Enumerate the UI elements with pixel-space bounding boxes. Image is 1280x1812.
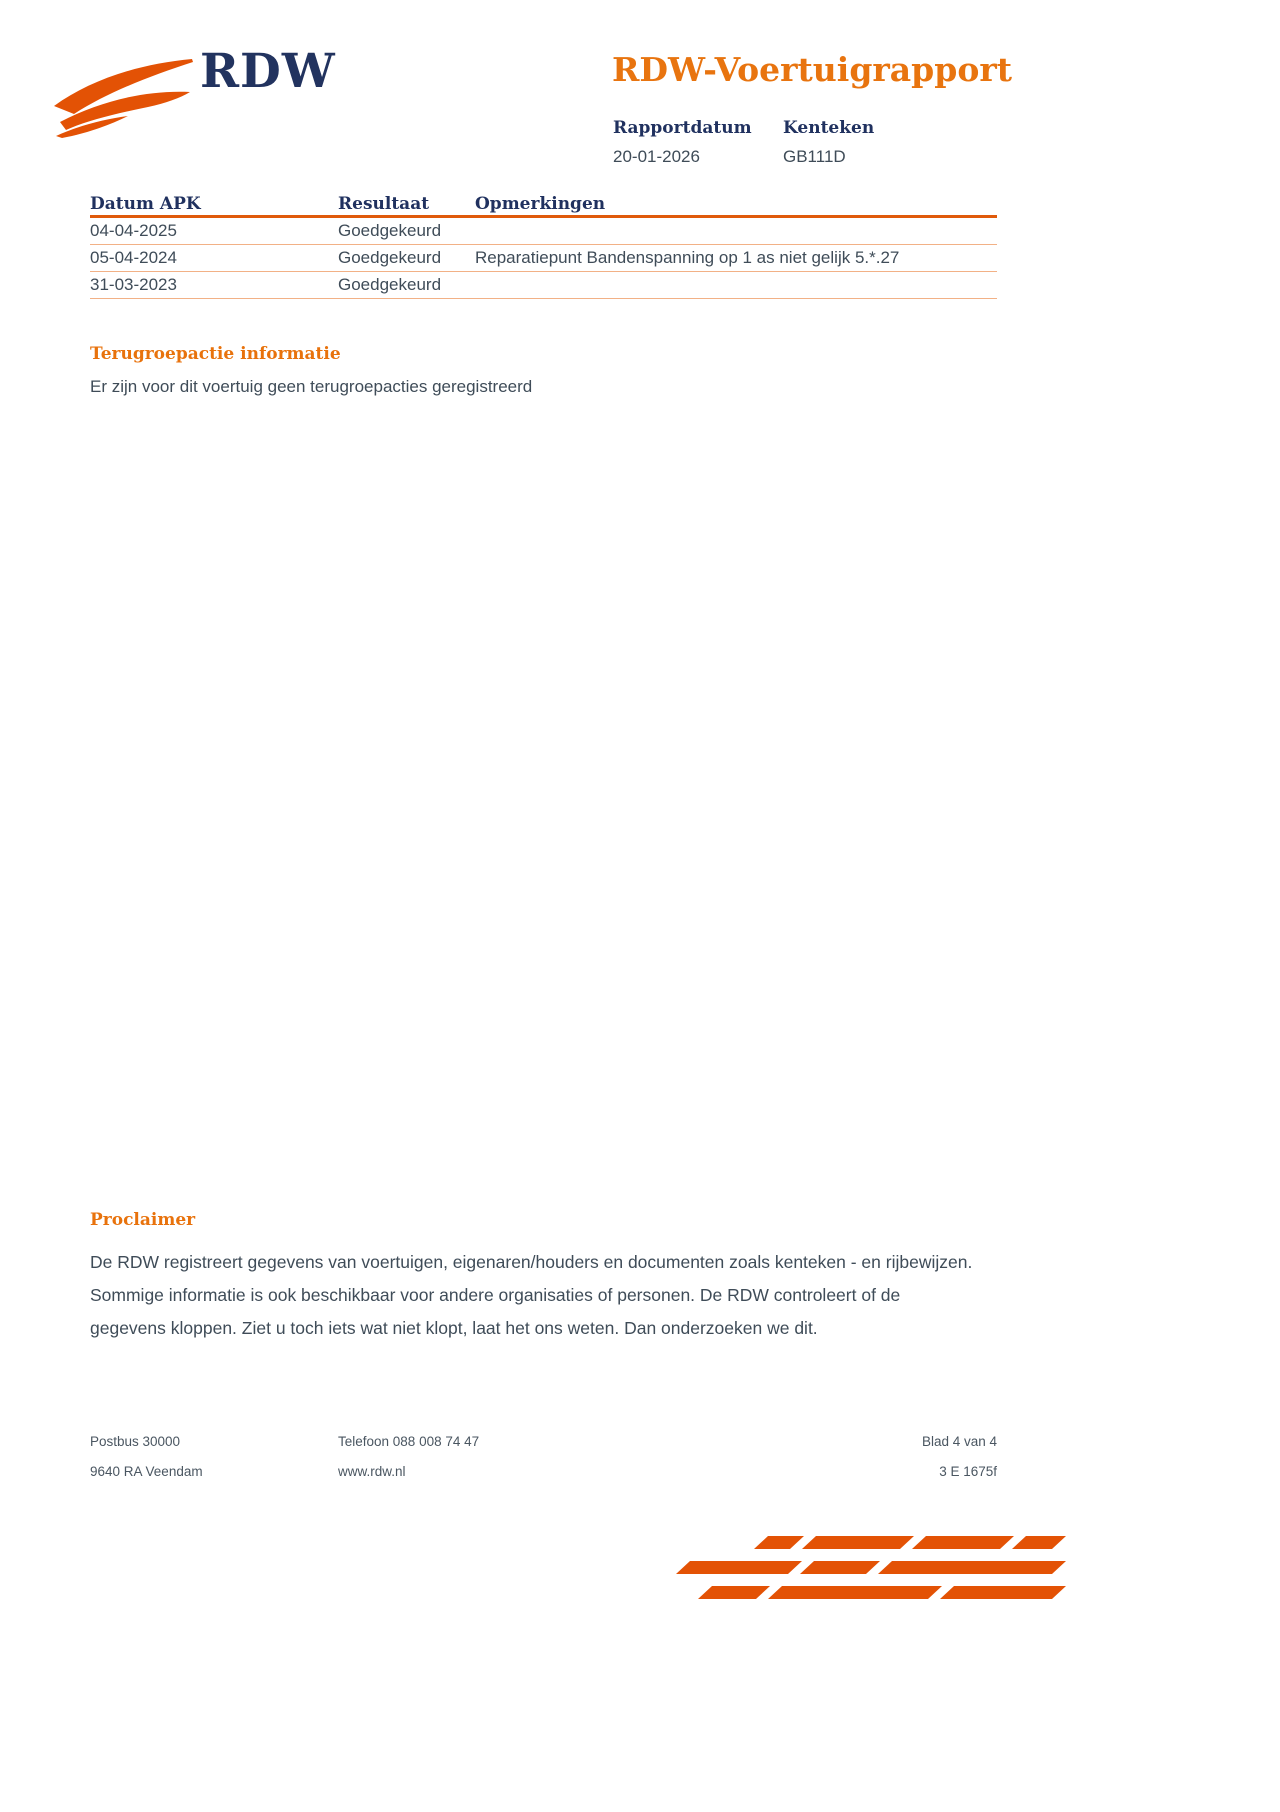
recall-section-text: Er zijn voor dit voertuig geen terugroepacties geregistreerd [90,377,533,396]
recall-section [90,344,970,397]
cell-datum: 04-04-2025 [90,221,177,240]
table-row [90,245,997,272]
speed-lines-graphic [676,1536,1066,1600]
footer-form-code: 3 E 1675f [939,1464,997,1479]
rdw-logo-text: RDW [200,44,336,99]
apk-history-table [90,192,997,299]
page-footer [90,1434,997,1479]
report-meta [613,118,953,167]
footer-address-line1: Postbus 30000 [90,1434,181,1449]
footer-address-line2: 9640 RA Veendam [90,1464,203,1479]
footer-website: www.rdw.nl [338,1464,406,1479]
proclaimer-title: Proclaimer [90,1210,196,1230]
recall-section-title: Terugroepactie informatie [90,344,341,364]
cell-resultaat: Goedgekeurd [338,248,442,267]
license-plate-value: GB111D [783,147,846,166]
page-title: RDW-Voertuigrapport [612,50,1012,89]
cell-resultaat: Goedgekeurd [338,221,442,240]
report-date-label: Rapportdatum [613,118,752,138]
footer-page-number: Blad 4 van 4 [921,1434,997,1449]
column-header-resultaat: Resultaat [338,193,430,214]
footer-phone: Telefoon 088 008 74 47 [338,1434,480,1449]
license-plate-label: Kenteken [783,118,875,138]
cell-datum: 31-03-2023 [90,275,177,294]
proclaimer-text: De RDW registreert gegevens van voertuigen, eigenaren/houders en documenten zoals kenteken - en rijbewijzen. Sommige informatie is ook beschikbaar voor andere organisaties of personen. De RDW controleert of de gegevens kloppen. Ziet u toch iets wat niet klopt, laat het ons weten. Dan onderzoeken we dit. [90,1252,973,1338]
column-header-opmerkingen: Opmerkingen [475,193,606,214]
rdw-bird-logo-icon [52,58,194,138]
column-header-datum-apk: Datum APK [90,193,201,214]
table-header-row [90,192,997,218]
table-row [90,272,997,299]
report-date-value: 20-01-2026 [613,147,700,166]
table-row [90,218,997,245]
proclaimer-section [90,1210,975,1345]
cell-opmerkingen: Reparatiepunt Bandenspanning op 1 as niet gelijk 5.*.27 [475,248,900,267]
cell-resultaat: Goedgekeurd [338,275,442,294]
cell-datum: 05-04-2024 [90,248,177,267]
